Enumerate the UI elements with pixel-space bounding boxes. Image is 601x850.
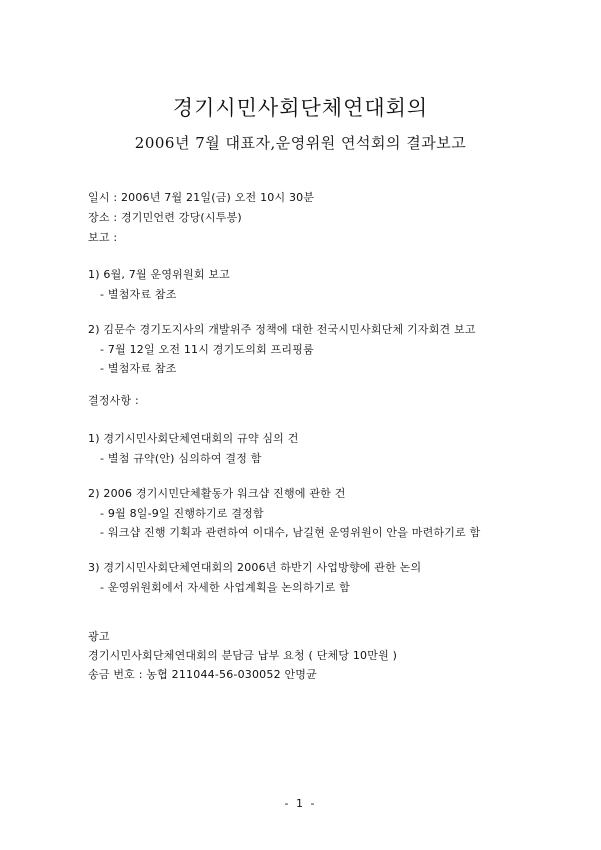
report-item-heading: 1) 6월, 7월 운영위원회 보고 — [88, 268, 231, 281]
decision-item-detail: - 워크샵 진행 기획과 관련하여 이대수, 남길현 운영위원이 안을 마련하기로 함 — [100, 526, 481, 539]
report-label: 보고 : — [88, 231, 118, 244]
decision-item-heading: 2) 2006 경기시민단체활동가 워크샵 진행에 관한 건 — [88, 487, 346, 500]
decision-item-heading: 1) 경기시민사회단체연대회의 규약 심의 건 — [88, 432, 299, 445]
notice-fee-request: 경기시민사회단체연대회의 분담금 납부 요청 ( 단체당 10만원 ) — [88, 649, 398, 662]
report-item-heading: 2) 김문수 경기도지사의 개발위주 정책에 대한 전국시민사회단체 기자회견 보고 — [88, 323, 476, 336]
decision-item-detail: - 9월 8일-9일 진행하기로 결정함 — [100, 507, 264, 520]
notice-account-number: 송금 번호 : 농협 211044-56-030052 안명균 — [88, 668, 317, 681]
decisions-label: 결정사항 : — [88, 394, 139, 407]
meeting-date: 일시 : 2006년 7월 21일(금) 오전 10시 30분 — [88, 191, 315, 204]
report-item-detail: - 별첨자료 참조 — [100, 288, 177, 301]
decision-item-detail: - 별첨 규약(안) 심의하여 결정 함 — [100, 452, 262, 465]
page-number: - 1 - — [284, 797, 317, 810]
report-item-detail: - 7월 12일 오전 11시 경기도의회 프리핑룸 — [100, 343, 314, 356]
decision-item-heading: 3) 경기시민사회단체연대회의 2006년 하반기 사업방향에 관한 논의 — [88, 561, 422, 574]
meeting-place: 장소 : 경기민언련 강당(시투봉) — [88, 211, 242, 224]
notice-label: 광고 — [88, 630, 110, 643]
report-item-detail: - 별첨자료 참조 — [100, 362, 177, 375]
decision-item-detail: - 운영위원회에서 자세한 사업계획을 논의하기로 함 — [100, 581, 350, 594]
document-title: 경기시민사회단체연대회의 — [172, 96, 429, 120]
document-subtitle: 2006년 7월 대표자,운영위원 연석회의 결과보고 — [134, 134, 467, 152]
